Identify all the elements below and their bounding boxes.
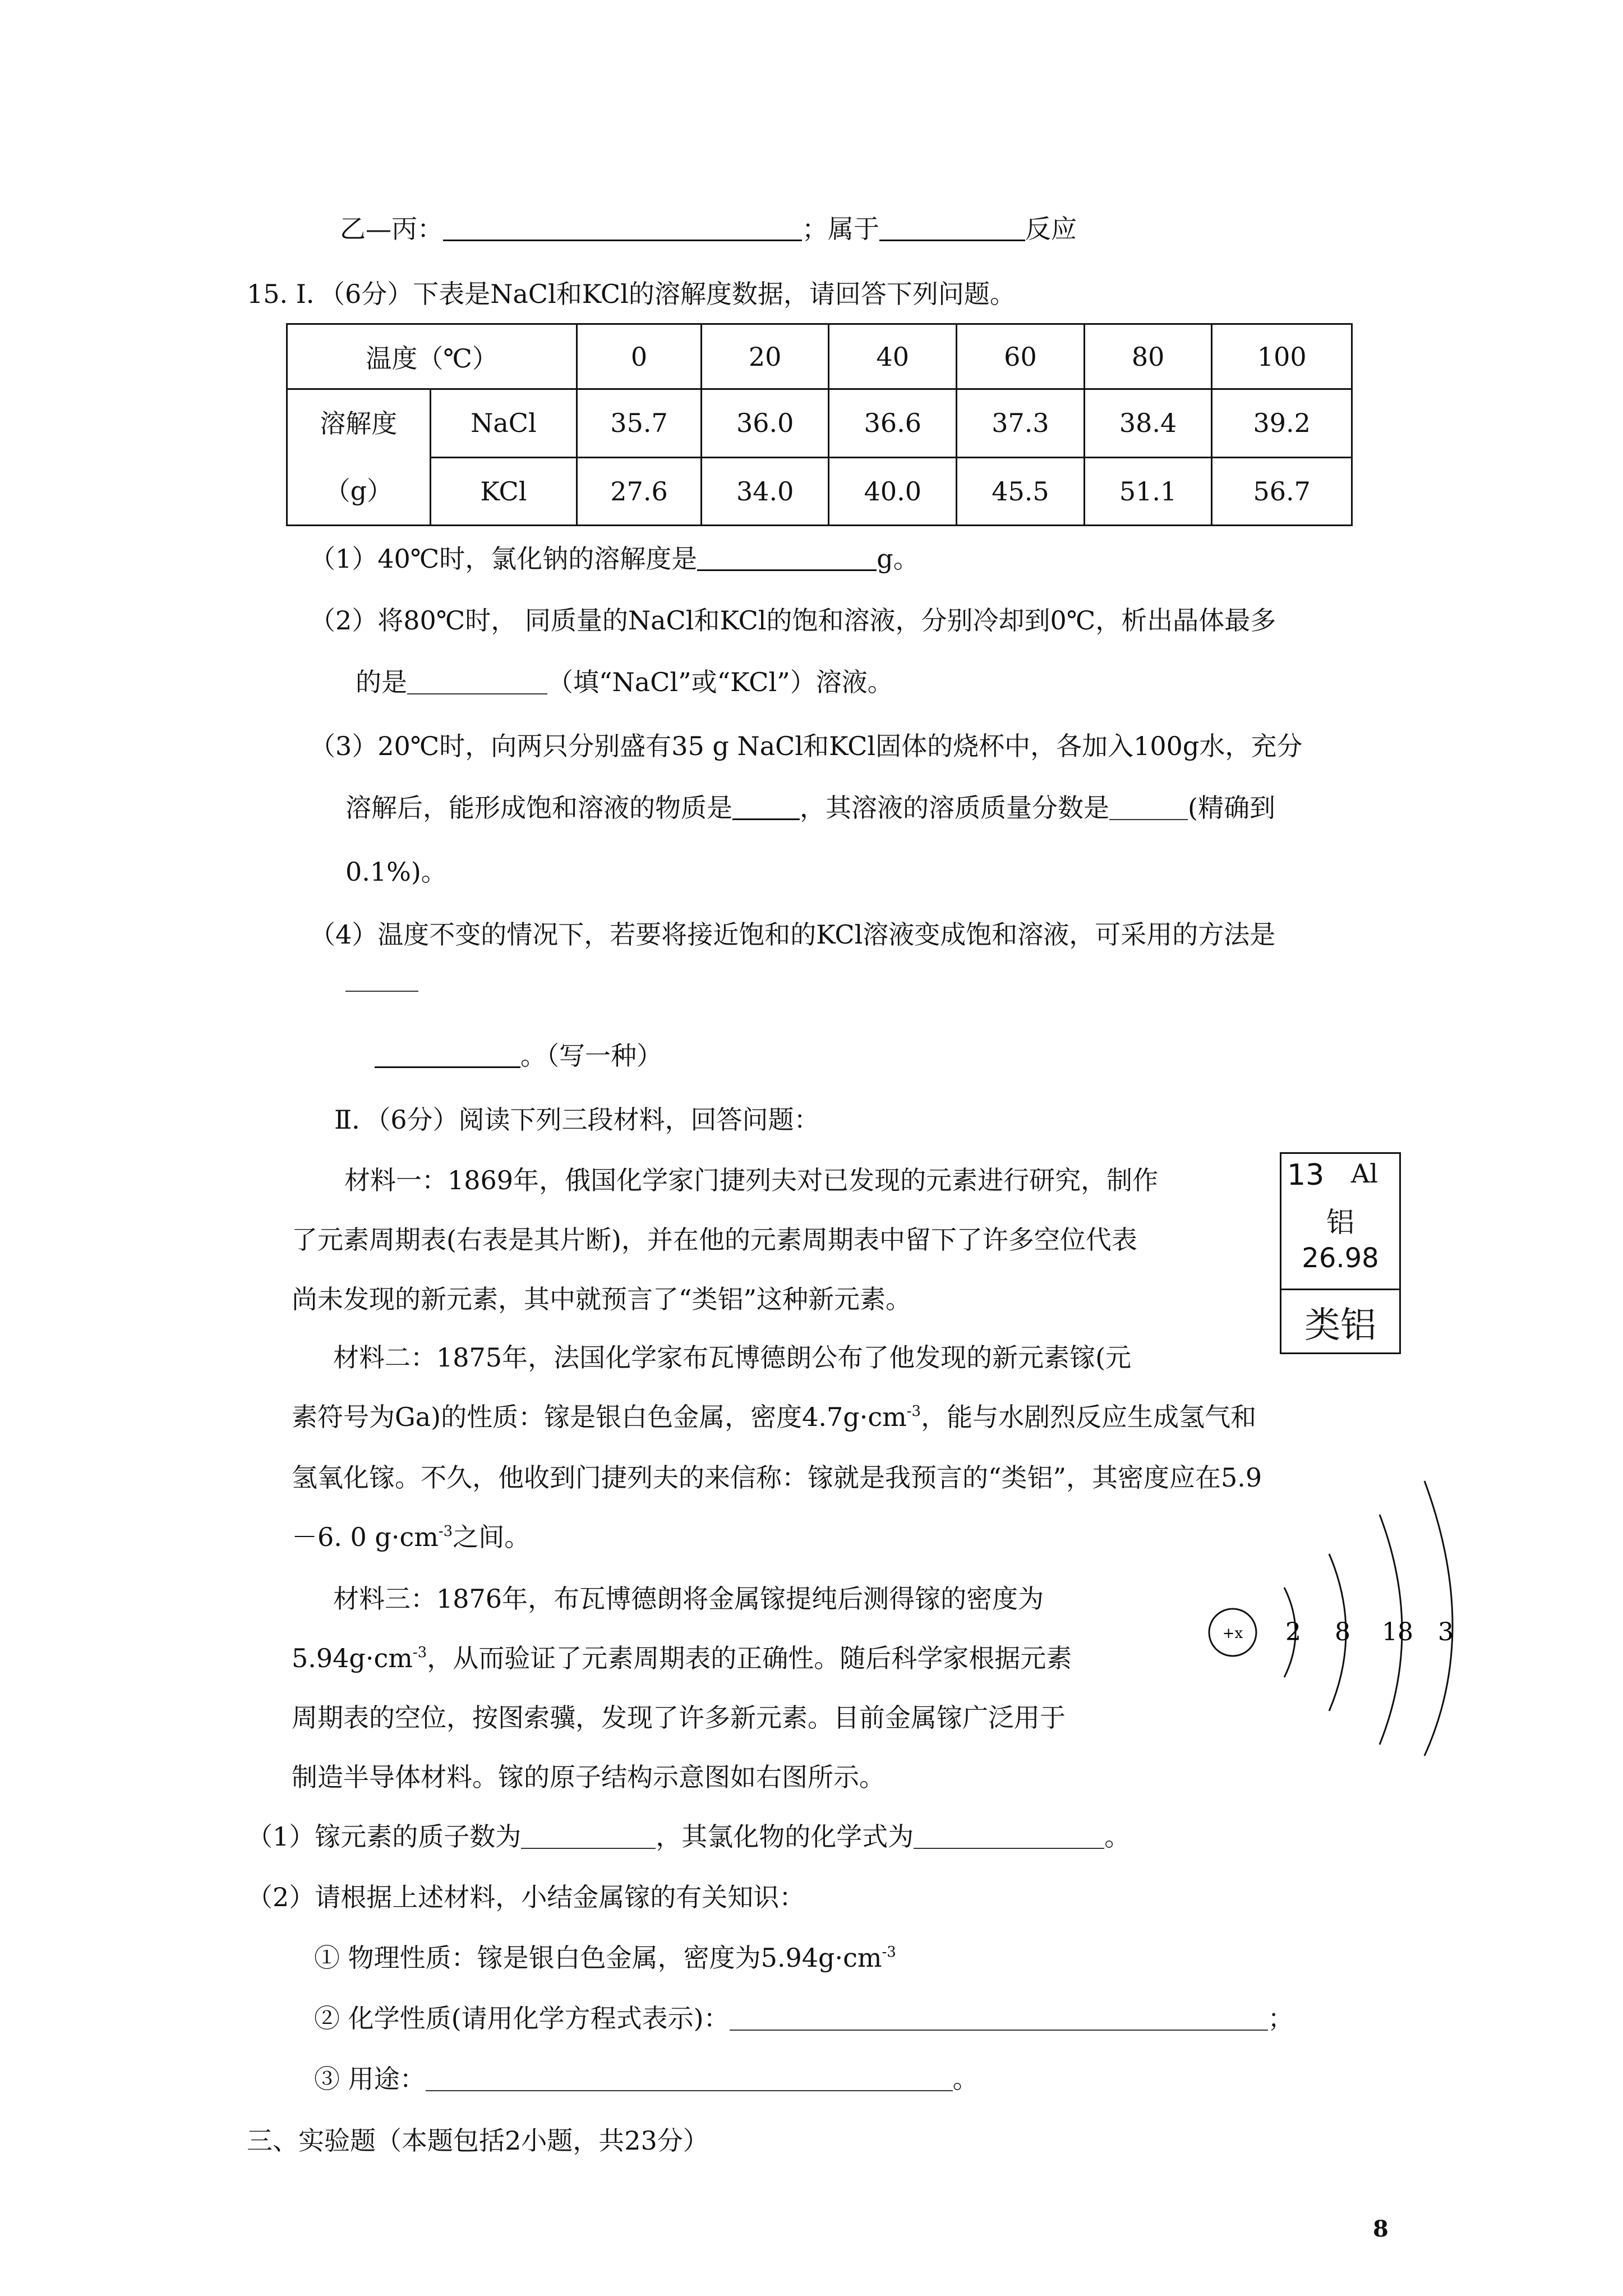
blank-reaction-type[interactable] xyxy=(879,214,1025,241)
material-1-line3: 尚未发现的新元素，其中就预言了“类铝”这种新元素。 xyxy=(292,1284,912,1314)
blank-method-short[interactable] xyxy=(345,985,418,992)
solubility-label-line2: （g） xyxy=(324,476,393,506)
label-belongs-to: ；属于 xyxy=(802,214,879,244)
subquestion-3-text: 溶解后，能形成饱和溶液的物质是 xyxy=(345,793,732,823)
subquestion-4-line1: （4）温度不变的情况下，若要将接近饱和的KCl溶液变成饱和溶液，可采用的方法是 xyxy=(310,919,1276,950)
table-cell: 27.6 xyxy=(577,457,702,526)
atomic-number: 13 xyxy=(1287,1158,1325,1192)
material-2-text-2: ，能与水剧烈反应生成氢气和 xyxy=(921,1402,1257,1432)
blank-mass-fraction[interactable] xyxy=(1109,793,1188,820)
blank-yi-bing-equation[interactable] xyxy=(443,214,802,241)
shell-count-4: 3 xyxy=(1438,1618,1454,1646)
material-2-line1: 材料二：1875年，法国化学家布瓦博德朗公布了他发现的新元素镓(元 xyxy=(333,1342,1132,1373)
blank-chloride-formula[interactable] xyxy=(914,1822,1104,1849)
element-name: 铝 xyxy=(1326,1206,1354,1239)
material-3-line1: 材料三：1876年，布瓦博德朗将金属镓提纯后测得镓的密度为 xyxy=(333,1584,1044,1614)
table-row-kcl xyxy=(287,457,1352,526)
superscript: -3 xyxy=(882,1944,896,1961)
chemical-properties-text: ② 化学性质(请用化学方程式表示)： xyxy=(314,2003,730,2033)
subquestion-4-line3 xyxy=(375,1039,662,1073)
line-yi-bing xyxy=(340,212,1077,246)
material-1-line1: 材料一：1869年，俄国化学家门捷列夫对已发现的元素进行研究，制作 xyxy=(344,1165,1159,1195)
section-3-header: 三、实验题（本题包括2小题，共23分） xyxy=(247,2125,709,2156)
material-2-line3: 氢氧化镓。不久，他收到门捷列夫的来信称：镓就是我预言的“类铝”，其密度应在5.9 xyxy=(292,1462,1262,1493)
subquestion-2-line2 xyxy=(356,665,893,699)
blank-saturation-method[interactable] xyxy=(375,1041,520,1068)
solubility-label-line1: 溶解度 xyxy=(320,408,398,439)
temp-cell: 20 xyxy=(701,324,829,389)
temp-cell: 0 xyxy=(577,324,702,389)
substance-name: KCl xyxy=(430,457,577,526)
physical-properties-line xyxy=(314,1941,896,1975)
superscript: -3 xyxy=(906,1403,921,1420)
blank-proton-number[interactable] xyxy=(521,1822,656,1849)
table-cell: 36.0 xyxy=(701,389,829,458)
table-cell: 51.1 xyxy=(1084,457,1212,526)
page-number: 8 xyxy=(1373,2216,1389,2242)
superscript: -3 xyxy=(438,1523,453,1540)
subquestion-4-hint: 。（写一种） xyxy=(520,1041,662,1071)
subquestion-2-line1: （2）将80℃时， 同质量的NaCl和KCl的饱和溶液，分别冷却到0℃，析出晶体最多 xyxy=(310,605,1276,636)
table-cell: 37.3 xyxy=(957,389,1085,458)
temp-cell: 80 xyxy=(1084,324,1212,389)
subquestion-2-text: 的是 xyxy=(356,667,407,697)
superscript: -3 xyxy=(412,1644,427,1661)
blank-uses[interactable] xyxy=(426,2064,953,2091)
table-cell: 45.5 xyxy=(957,457,1085,526)
gallium-atom-diagram xyxy=(1195,1470,1509,1761)
material-3-text: 5.94g·cm xyxy=(292,1643,413,1673)
subquestion-3-text-2: ，其溶液的溶质质量分数是 xyxy=(800,793,1109,823)
chemical-properties-end: ； xyxy=(1267,2003,1294,2033)
label-reaction: 反应 xyxy=(1025,214,1077,244)
material-2-line4 xyxy=(292,1520,530,1554)
label-yi-bing: 乙—丙： xyxy=(340,214,443,244)
blank-nacl-solubility[interactable] xyxy=(697,544,877,571)
part-2-question-1-end: 。 xyxy=(1104,1821,1131,1852)
table-cell: 56.7 xyxy=(1212,457,1352,526)
temp-header: 温度（℃） xyxy=(287,324,577,389)
blank-saturated-substance[interactable] xyxy=(732,793,800,820)
table-header-row xyxy=(287,324,1352,389)
element-card-aluminum xyxy=(1280,1152,1401,1354)
table-cell: 38.4 xyxy=(1084,389,1212,458)
temp-cell: 100 xyxy=(1212,324,1352,389)
material-2-text-3: －6. 0 g·cm xyxy=(292,1522,439,1552)
subquestion-3-text-3: (精确到 xyxy=(1188,793,1275,823)
table-cell: 39.2 xyxy=(1212,389,1352,458)
chemical-properties-line xyxy=(314,2001,1294,2035)
temp-cell: 60 xyxy=(957,324,1085,389)
part-2-header: Ⅱ．（6分）阅读下列三段材料，回答问题： xyxy=(334,1105,820,1135)
material-3-line2 xyxy=(292,1641,1072,1675)
solubility-label xyxy=(287,389,431,526)
material-2-text: 素符号为Ga)的性质：镓是银白色金属，密度4.7g·cm xyxy=(292,1402,907,1432)
element-card-top xyxy=(1281,1154,1399,1290)
subquestion-1-unit: g。 xyxy=(877,544,919,574)
subquestion-1 xyxy=(310,542,919,576)
material-2-line2 xyxy=(292,1400,1256,1434)
material-3-text-2: ，从而验证了元素周期表的正确性。随后科学家根据元素 xyxy=(427,1643,1072,1673)
uses-end: 。 xyxy=(952,2064,979,2094)
atomic-mass: 26.98 xyxy=(1302,1243,1379,1274)
subquestion-1-text: （1）40℃时，氯化钠的溶解度是 xyxy=(310,544,698,574)
table-row-nacl xyxy=(287,389,1352,458)
material-2-text-4: 之间。 xyxy=(453,1522,531,1552)
blank-most-crystals[interactable] xyxy=(407,668,547,694)
physical-properties-text: ① 物理性质：镓是银白色金属，密度为5.94g·cm xyxy=(314,1943,882,1973)
material-3-line3: 周期表的空位，按图索骥，发现了许多新元素。目前金属镓广泛用于 xyxy=(292,1703,1066,1733)
blank-chemical-equation[interactable] xyxy=(730,2004,1268,2031)
temp-cell: 40 xyxy=(829,324,957,389)
eka-aluminum-label: 类铝 xyxy=(1304,1305,1376,1346)
part-2-question-2-header: （2）请根据上述材料，小结金属镓的有关知识： xyxy=(247,1882,805,1912)
uses-line xyxy=(314,2062,979,2096)
shell-count-2: 8 xyxy=(1335,1618,1350,1646)
uses-text: ③ 用途： xyxy=(314,2064,426,2094)
table-cell: 36.6 xyxy=(829,389,957,458)
part-2-question-1-text-2: ，其氯化物的化学式为 xyxy=(656,1821,914,1852)
material-3-line4: 制造半导体材料。镓的原子结构示意图如右图所示。 xyxy=(292,1762,885,1792)
table-cell: 34.0 xyxy=(701,457,829,526)
subquestion-3-line1: （3）20℃时，向两只分别盛有35 g NaCl和KCl固体的烧杯中，各加入100g水，充分 xyxy=(310,731,1303,761)
table-cell: 35.7 xyxy=(577,389,702,458)
material-1-line2: 了元素周期表(右表是其片断)，并在他的元素周期表中留下了许多空位代表 xyxy=(292,1225,1137,1255)
element-symbol: Al xyxy=(1351,1158,1378,1189)
shell-count-1: 2 xyxy=(1285,1618,1301,1646)
question-15-header: 15. Ⅰ．（6分）下表是NaCl和KCl的溶解度数据，请回答下列问题。 xyxy=(247,279,1016,309)
subquestion-2-hint: （填“NaCl”或“KCl”）溶液。 xyxy=(547,667,893,697)
substance-name: NaCl xyxy=(430,389,577,458)
nucleus-label: +x xyxy=(1222,1625,1243,1642)
shell-count-3: 18 xyxy=(1382,1618,1413,1646)
part-2-question-1-text: （1）镓元素的质子数为 xyxy=(247,1821,522,1852)
subquestion-3-line3: 0.1%)。 xyxy=(345,857,447,887)
table-cell: 40.0 xyxy=(829,457,957,526)
subquestion-3-line2 xyxy=(345,791,1275,825)
solubility-table xyxy=(286,323,1353,526)
part-2-question-1 xyxy=(247,1820,1130,1853)
